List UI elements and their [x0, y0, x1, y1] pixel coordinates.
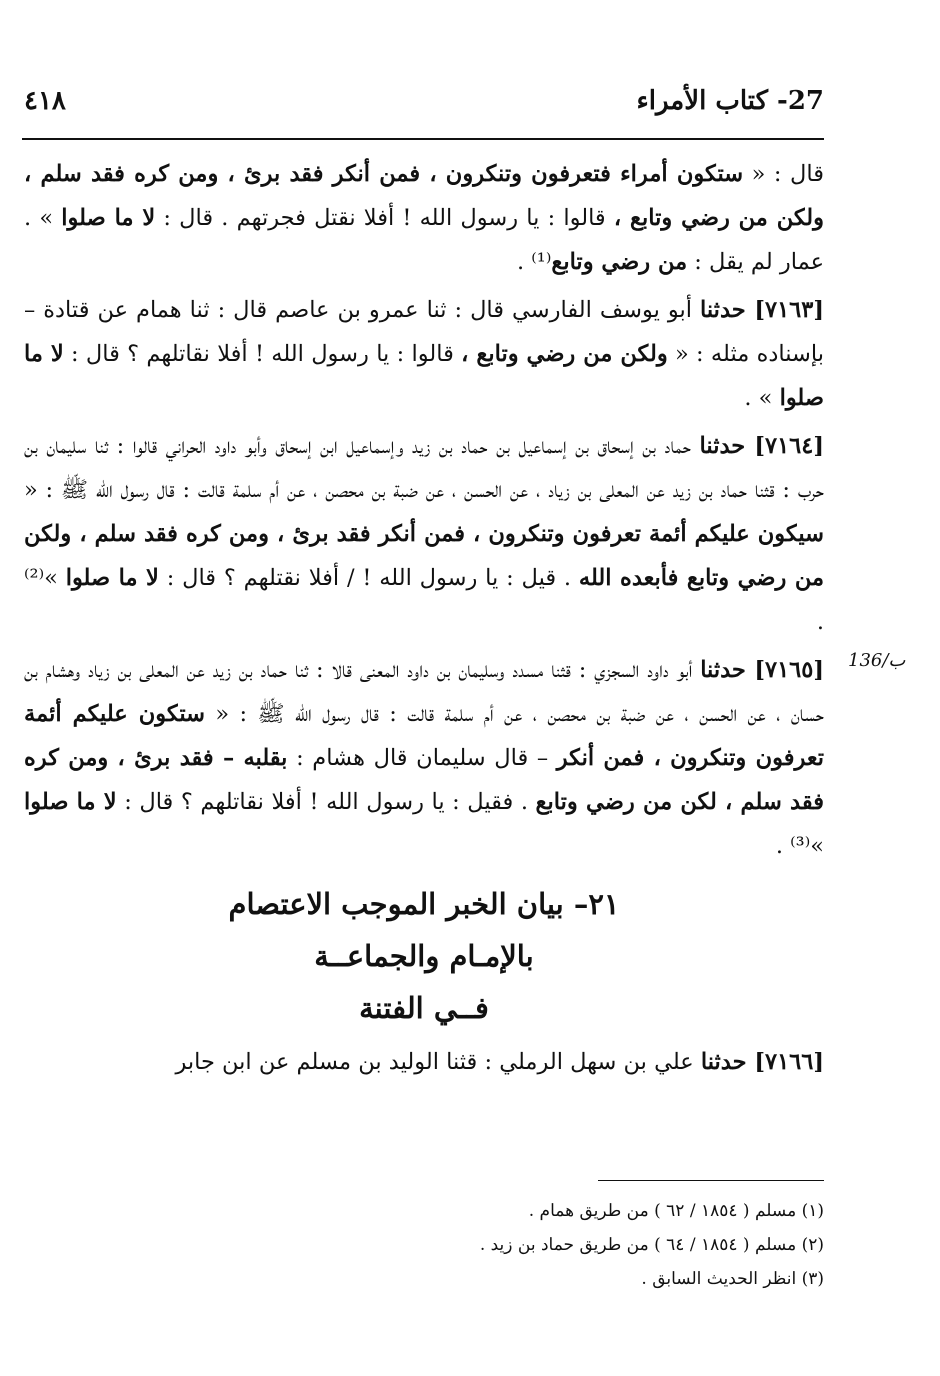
footnote-1: (١) مسلم ( ١٨٥٤ / ٦٢ ) من طريق همام . — [528, 1201, 824, 1221]
text-run: »⁽³⁾ . — [775, 833, 824, 859]
text-run: . قيل : يا رسول الله ! / أفلا نقتلهم ؟ قال : — [158, 565, 579, 591]
text-run: حدثنا — [699, 433, 746, 459]
text-run: ستكون أمراء فتعرفون وتنكرون ، فمن أنكر فقد برئ ، ومن كره فقد سلم ، ولكن من رضي وتابع ، — [24, 161, 824, 231]
text-run: [٧١٦٦] — [746, 1049, 824, 1075]
section-heading-line-2: بالإمـام والجماعــة — [314, 939, 534, 973]
text-run: قال : « — [743, 161, 824, 187]
text-run: حدثنا — [700, 1049, 747, 1075]
text-run: »⁽²⁾ . — [24, 565, 824, 635]
text-run: حدثنا — [700, 297, 746, 323]
text-run: ⁽¹⁾ . — [516, 249, 552, 275]
paragraph-hadith-7165 — [24, 648, 824, 868]
section-heading-line-1: ٢١– بيان الخبر الموجب الاعتصام — [228, 887, 620, 921]
margin-folio-reference: 136/ب — [848, 650, 906, 671]
text-run: لا ما صلوا — [24, 341, 824, 411]
text-run: قالوا : يا رسول الله ! أفلا نقاتلهم ؟ قال : — [63, 341, 462, 367]
text-run: حماد بن إسحاق بن إسماعيل بن حماد بن زيد وإسماعيل ابن إسحاق وأبو داود الحراني قالوا : ثنا سليمان بن حرب : قثنا حماد بن زيد عن المعلى بن زياد ، عن الحسن ، عن ضبة بن محصن ، عن أم سلمة قالت : قال رسول الله ﷺ : « — [24, 433, 824, 503]
footnotes — [24, 1194, 824, 1296]
paragraph-hadith-7164 — [24, 424, 824, 644]
text-run: لا ما صلوا — [61, 205, 156, 231]
text-run: – قال سليمان قال هشام : — [287, 745, 557, 771]
paragraph-hadith-7163 — [24, 288, 824, 420]
text-run: [٧١٦٤] — [745, 433, 824, 459]
text-run: [٧١٦٥] — [745, 657, 824, 683]
text-run: لا ما صلوا — [24, 789, 117, 815]
text-run: ستكون عليكم أئمة تعرفون وتنكرون ، فمن أنكر — [24, 701, 825, 771]
text-run: حدثنا — [700, 657, 746, 683]
text-run: أبو داود السجزي : قثنا مسدد وسليمان بن داود المعنى قالا : ثنا حماد بن زيد عن المعلى بن زياد وهشام بن حسان ، عن الحسن ، عن ضبة بن محصن ، عن أم سلمة قالت : قال رسول الله ﷺ : « — [24, 657, 825, 727]
text-run: أبو يوسف الفارسي قال : ثنا عمرو بن عاصم قال : ثنا همام عن قتادة – بإسناده مثله : « — [24, 297, 825, 367]
header-rule — [22, 138, 824, 140]
text-run: بقلبه – فقد برئ ، ومن كره فقد سلم ، لكن من رضي وتابع — [24, 745, 824, 815]
footnote-rule — [598, 1180, 824, 1181]
page-number: ٤١٨ — [24, 86, 66, 116]
section-heading — [24, 878, 824, 1034]
running-title: 27- كتاب الأمراء — [636, 86, 824, 116]
text-run: ولكن من رضي وتابع ، — [461, 341, 668, 367]
paragraph-hadith-7166 — [24, 1040, 824, 1084]
text-run: قالوا : يا رسول الله ! أفلا نقتل فجرتهم . قال : — [155, 205, 614, 231]
footnote-3: (٣) انظر الحديث السابق . — [641, 1269, 824, 1289]
text-run: . فقيل : يا رسول الله ! أفلا نقاتلهم ؟ قال : — [116, 789, 536, 815]
text-run: سيكون عليكم أئمة تعرفون وتنكرون ، فمن أنكر فقد برئ ، ومن كره فقد سلم ، ولكن من رضي وتابع فأبعده الله — [24, 521, 825, 591]
text-run: علي بن سهل الرملي : قثنا الوليد بن مسلم عن ابن جابر — [175, 1049, 701, 1075]
page-header — [24, 82, 824, 122]
text-run: لا ما صلوا — [65, 565, 159, 591]
text-run: [٧١٦٣] — [745, 297, 824, 323]
footnote-2: (٢) مسلم ( ١٨٥٤ / ٦٤ ) من طريق حماد بن زيد . — [479, 1235, 824, 1255]
main-text — [24, 152, 824, 1084]
section-heading-line-3: فــي الفتنة — [359, 991, 489, 1025]
text-run: » . — [744, 385, 780, 411]
text-run: من رضي وتابع — [551, 249, 688, 275]
paragraph-hadith-continuation — [24, 152, 824, 284]
text-run: » . عمار لم يقل : — [24, 205, 824, 275]
